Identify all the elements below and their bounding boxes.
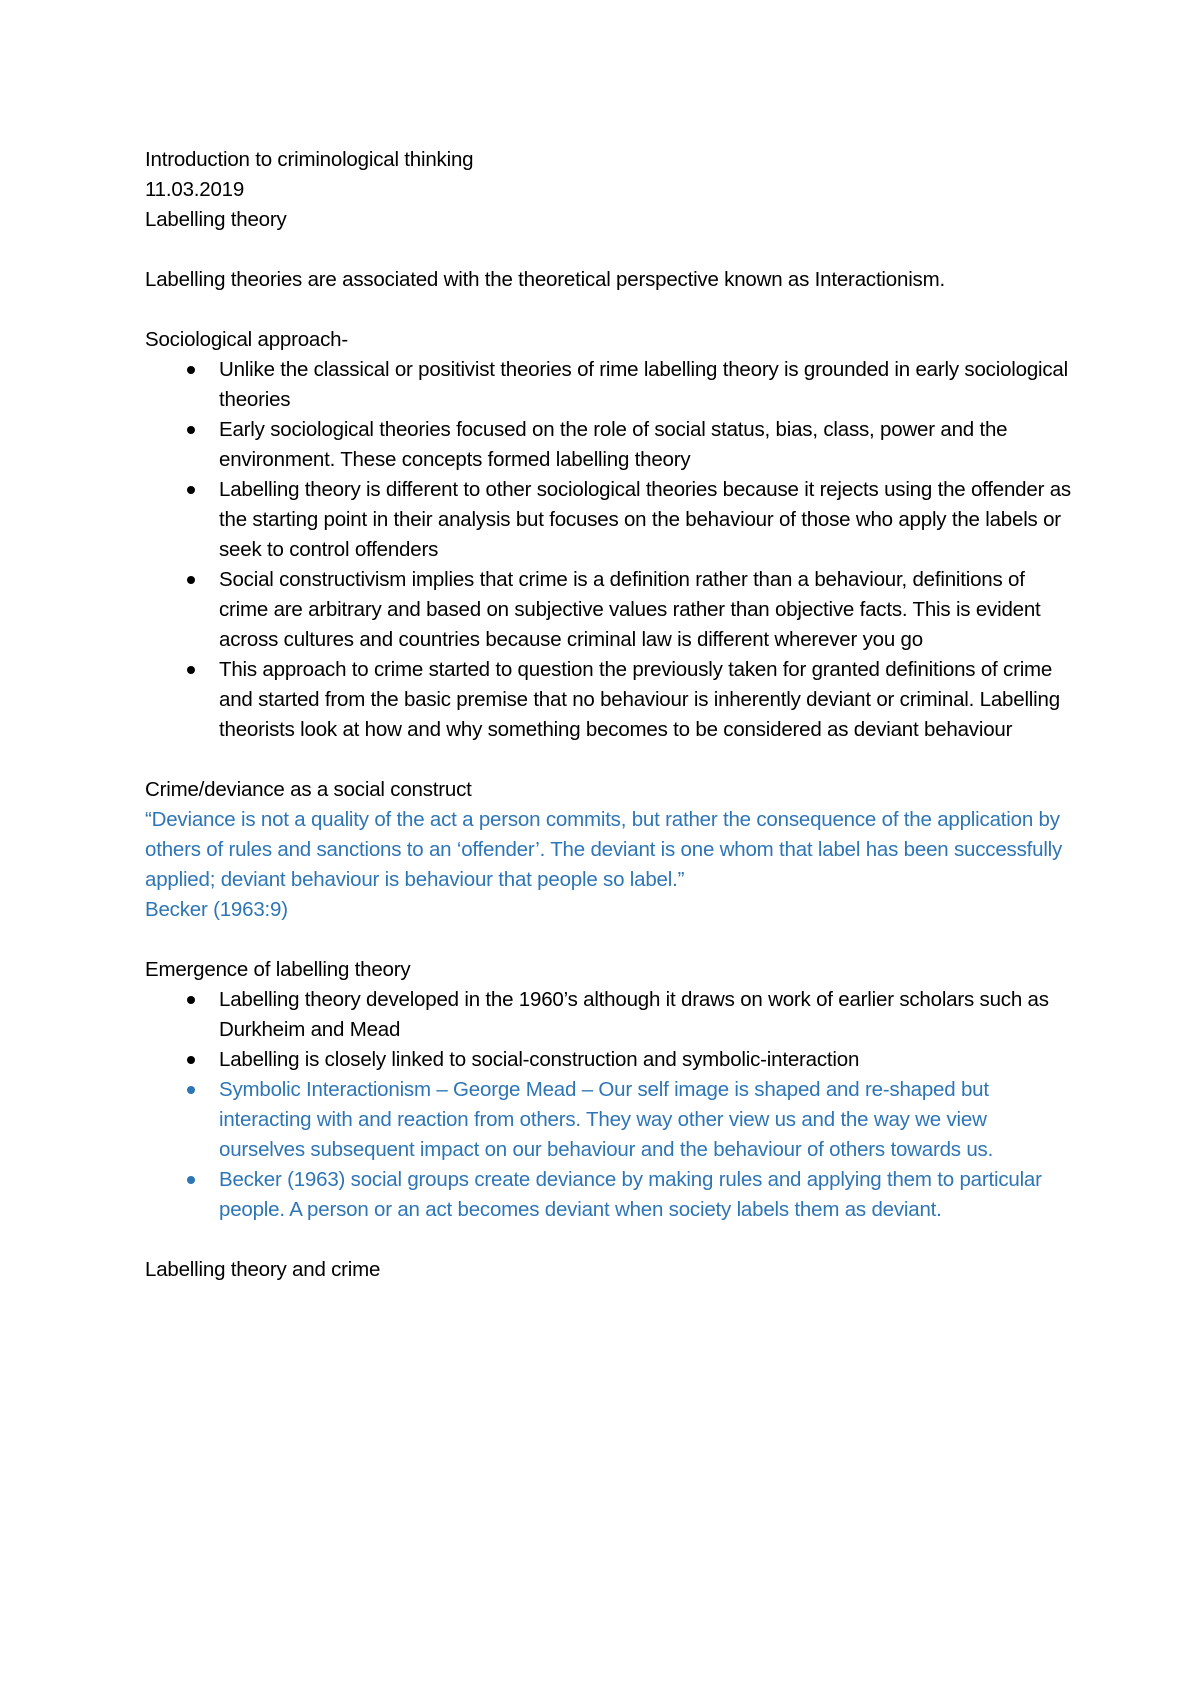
list-item-text: Becker (1963) social groups create deviance by making rules and applying them to particular people. A person or an act becomes deviant when society labels them as deviant. [219,1168,1042,1221]
bullet-icon [187,1056,195,1064]
list-item [145,1045,1075,1075]
list-item-text: Social constructivism implies that crime is a definition rather than a behaviour, definitions of crime are arbitrary and based on subjective values rather than objective facts. This is evident across cultures and countries because criminal law is different wherever you go [219,568,1041,651]
list-item [145,1165,1075,1225]
lecture-topic: Labelling theory [145,208,287,231]
list-item-text: This approach to crime started to question the previously taken for granted definitions of crime and started from the basic premise that no behaviour is inherently deviant or criminal. Labelling theorists look at how and why something becomes to be considered as deviant behaviour [219,658,1060,741]
bullet-icon [187,996,195,1004]
list-item [145,1075,1075,1165]
emergence-heading: Emergence of labelling theory [145,958,411,981]
list-item-text: Labelling is closely linked to social-construction and symbolic-interaction [219,1048,860,1071]
labelling-crime-heading: Labelling theory and crime [145,1258,381,1281]
intro-paragraph: Labelling theories are associated with the theoretical perspective known as Interactionism. [145,268,945,291]
list-item [145,565,1075,655]
spacer [145,1225,1075,1255]
list-item-text: Symbolic Interactionism – George Mead – Our self image is shaped and re-shaped but interacting with and reaction from others. They way other view us and the way we view ourselves subsequent impact on our behaviour and the behaviour of others towards us. [219,1078,994,1161]
bullet-icon [187,366,195,374]
list-item [145,655,1075,745]
spacer [145,295,1075,325]
list-item-text: Labelling theory is different to other sociological theories because it rejects using the offender as the starting point in their analysis but focuses on the behaviour of those who apply the labels or seek to control offenders [219,478,1071,561]
sociological-approach-heading: Sociological approach- [145,328,349,351]
course-title: Introduction to criminological thinking [145,148,474,171]
list-item [145,475,1075,565]
list-item-text: Unlike the classical or positivist theories of rime labelling theory is grounded in early sociological theories [219,358,1068,411]
spacer [145,235,1075,265]
becker-quote: “Deviance is not a quality of the act a person commits, but rather the consequence of the application by others of rules and sanctions to an ‘offender’. The deviant is one whom that label has been successfully applied; deviant behaviour is behaviour that people so label.” [145,808,1063,891]
spacer [145,745,1075,775]
sociological-approach-list [145,355,1075,745]
bullet-icon [187,426,195,434]
list-item [145,985,1075,1045]
social-construct-heading: Crime/deviance as a social construct [145,778,472,801]
bullet-icon [187,576,195,584]
list-item-text: Early sociological theories focused on the role of social status, bias, class, power and the environment. These concepts formed labelling theory [219,418,1008,471]
spacer [145,925,1075,955]
list-item-text: Labelling theory developed in the 1960’s although it draws on work of earlier scholars such as Durkheim and Mead [219,988,1049,1041]
document-page [145,145,1075,1285]
emergence-list [145,985,1075,1225]
bullet-icon [187,666,195,674]
list-item [145,355,1075,415]
bullet-icon [187,1086,195,1094]
bullet-icon [187,486,195,494]
bullet-icon [187,1176,195,1184]
list-item [145,415,1075,475]
becker-citation: Becker (1963:9) [145,898,288,921]
lecture-date: 11.03.2019 [145,178,245,201]
